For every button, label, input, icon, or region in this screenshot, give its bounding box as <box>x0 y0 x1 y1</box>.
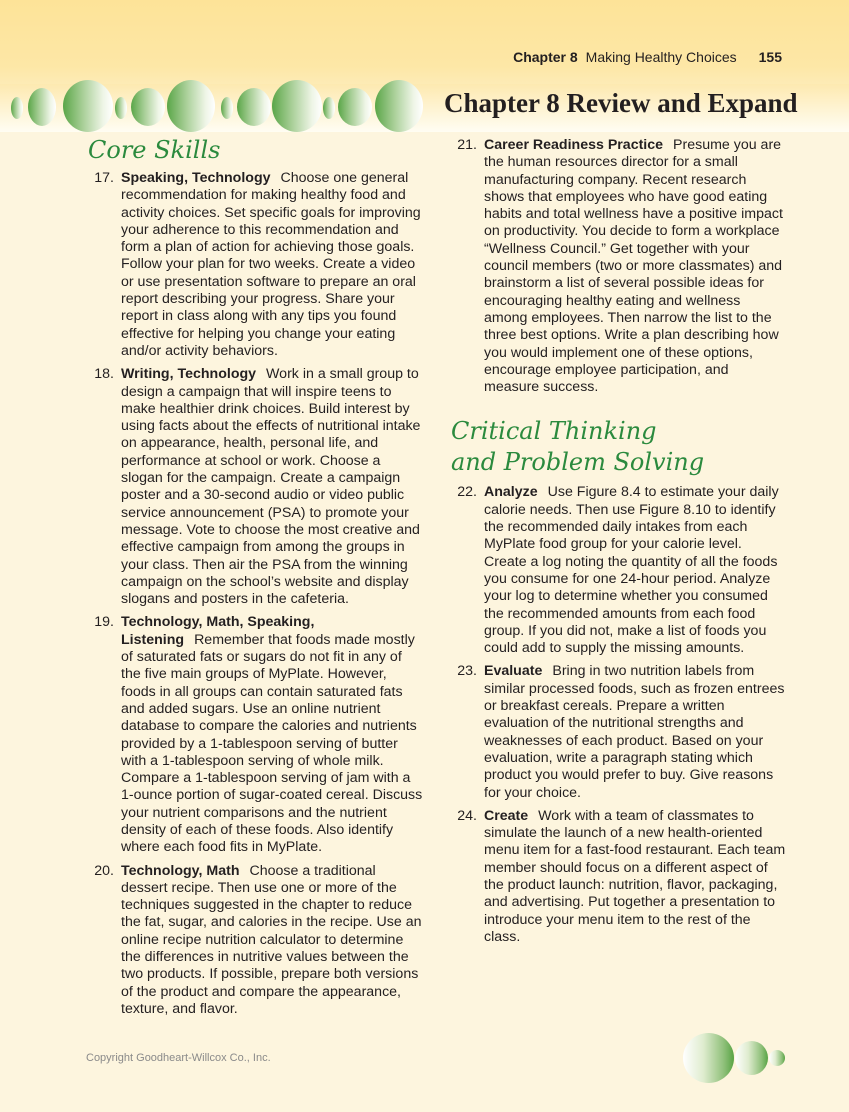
page-title: Chapter 8 Review and Expand <box>444 88 798 118</box>
orb-decoration <box>115 97 127 119</box>
list-item <box>94 862 423 1019</box>
orb-decoration <box>11 97 23 119</box>
item-text: Remember that foods made mostly of saturated fats or sugars do not fit in any of the five main groups of MyPlate. However, foods in all groups can contain saturated fats and added sugars. Use an online nutrient database to compare the calories and nutrients provided by a 1-tablespoon serving of butter with a 1-tablespoon serving of whole milk. Compare a 1-tablespoon serving of jam with a 1-ounce portion of sugar-coated cereal. Discuss your nutrient comparisons and the nutrient density of each of these foods. Also identify where each food fits in MyPlate. <box>121 631 423 856</box>
orb-decoration <box>683 1033 734 1083</box>
item-heading: Analyze <box>484 484 538 501</box>
orb-decoration <box>375 80 423 132</box>
core-skills-list <box>88 170 423 1018</box>
list-item <box>94 366 423 608</box>
item-heading: Speaking, Technology <box>121 170 271 186</box>
running-head <box>513 49 782 65</box>
orb-decoration <box>735 1041 768 1075</box>
orb-decoration <box>338 88 372 126</box>
item-text: Choose a traditional dessert recipe. Then use one or more of the techniques suggested in the chapter to reduce the fat, sugar, and calories in the recipe. Use an online recipe nutrition calculator to determine the differences in nutritive values between the two products. If possible, prepare both versions of the product and compare the appearance, texture, and flavor. <box>121 862 422 1017</box>
item-number: 22. <box>457 484 477 501</box>
item-number: 24. <box>457 807 477 824</box>
core-skills-heading: Core Skills <box>88 136 221 164</box>
item-heading: Create <box>484 807 529 824</box>
item-number: 20. <box>94 862 114 879</box>
right-column <box>451 137 786 952</box>
heading-line: and Problem Solving <box>451 448 705 477</box>
list-item <box>94 170 423 360</box>
critical-thinking-list <box>451 484 786 946</box>
copyright-notice: Copyright Goodheart-Willcox Co., Inc. <box>86 1052 271 1064</box>
item-heading: Technology, Math, Speaking, Listening <box>121 614 315 648</box>
orb-decoration <box>221 97 233 119</box>
item-heading: Evaluate <box>484 663 543 680</box>
orb-decoration <box>63 80 113 132</box>
item-number: 17. <box>94 170 114 186</box>
item-text: Bring in two nutrition labels from similar processed foods, such as frozen entrees or breakfast cereals. Prepare a written evaluation of the nutritional strengths and weaknesses of each product. Based on your evaluation, write a paragraph stating which product you would prefer to buy. Give reasons for your choice. <box>484 663 785 801</box>
running-head-chapter: Chapter 8 <box>513 49 578 65</box>
left-column <box>88 135 423 1040</box>
orb-decoration <box>769 1050 785 1066</box>
item-text: Work with a team of classmates to simulate the launch of a new health-oriented menu item for a fast-food restaurant. Each team member should focus on a different aspect of the product launch: nutrition, flavor, packaging, and advertising. Put together a presentation to introduce your menu item to the rest of the class. <box>484 807 786 945</box>
item-heading: Technology, Math <box>121 862 240 879</box>
list-item <box>457 663 786 801</box>
list-item <box>457 484 786 657</box>
item-number: 19. <box>94 614 114 631</box>
list-item <box>457 137 786 396</box>
item-text: Work in a small group to design a campaign that will inspire teens to make healthier drink choices. Build interest by using facts about the effects of nutritional intake on appearance, health, personal life, and performance at school or work. Choose a slogan for the campaign. Create a campaign poster and a 30-second audio or video public service announcement (PSA) to promote your message. Vote to choose the most creative and effective campaign from among the groups in your class. Then air the PSA from the winning campaign on the school’s website and display slogans and posters in the cafeteria. <box>121 366 421 608</box>
item-heading: Writing, Technology <box>121 366 257 383</box>
item-number: 18. <box>94 366 114 383</box>
page-number: 155 <box>758 49 782 65</box>
orb-decoration <box>272 80 322 132</box>
item-text: Use Figure 8.4 to estimate your daily calorie needs. Then use Figure 8.10 to identify the recommended daily intakes from each MyPlate food group for your calorie level. Create a log noting the quantity of all the foods you consume for one 24-hour period. Analyze your log to determine whether you consumed the recommended amounts from each food group. If you did not, make a list of foods you could add to supply the missing amounts. <box>484 484 779 657</box>
list-item <box>457 807 786 946</box>
orb-decoration <box>167 80 215 132</box>
list-item <box>94 614 423 856</box>
item-heading: Career Readiness Practice <box>484 137 664 153</box>
item-number: 21. <box>457 137 477 153</box>
orb-decoration <box>237 88 271 126</box>
orb-decoration <box>323 97 335 119</box>
orb-decoration <box>28 88 56 126</box>
item-number: 23. <box>457 663 477 680</box>
orb-decoration <box>131 88 165 126</box>
critical-thinking-heading <box>451 416 786 478</box>
item-text: Choose one general recommendation for making healthy food and activity choices. Set specific goals for improving your adherence to this recommendation and form a plan of action for achieving those goals. Follow your plan for two weeks. Create a video or use presentation software to prepare an oral report describing your progress. Share your report in class along with any tips you found effective for helping you change your eating and/or activity behaviors. <box>121 170 421 359</box>
career-readiness-list <box>451 137 786 396</box>
heading-line: Critical Thinking <box>451 417 657 446</box>
running-head-title: Making Healthy Choices <box>585 49 737 65</box>
item-text: Presume you are the human resources director for a small manufacturing company. Recent research shows that employees who have good eating habits and total wellness have a positive impact on productivity. You decide to form a workplace “Wellness Council.” Get together with your council members (two or more classmates) and brainstorm a list of several possible ideas for encouraging healthy eating and wellness among employees. Then narrow the list to the three best options. Write a plan describing how you would implement one of these options, encourage employee participation, and measure success. <box>484 137 783 396</box>
